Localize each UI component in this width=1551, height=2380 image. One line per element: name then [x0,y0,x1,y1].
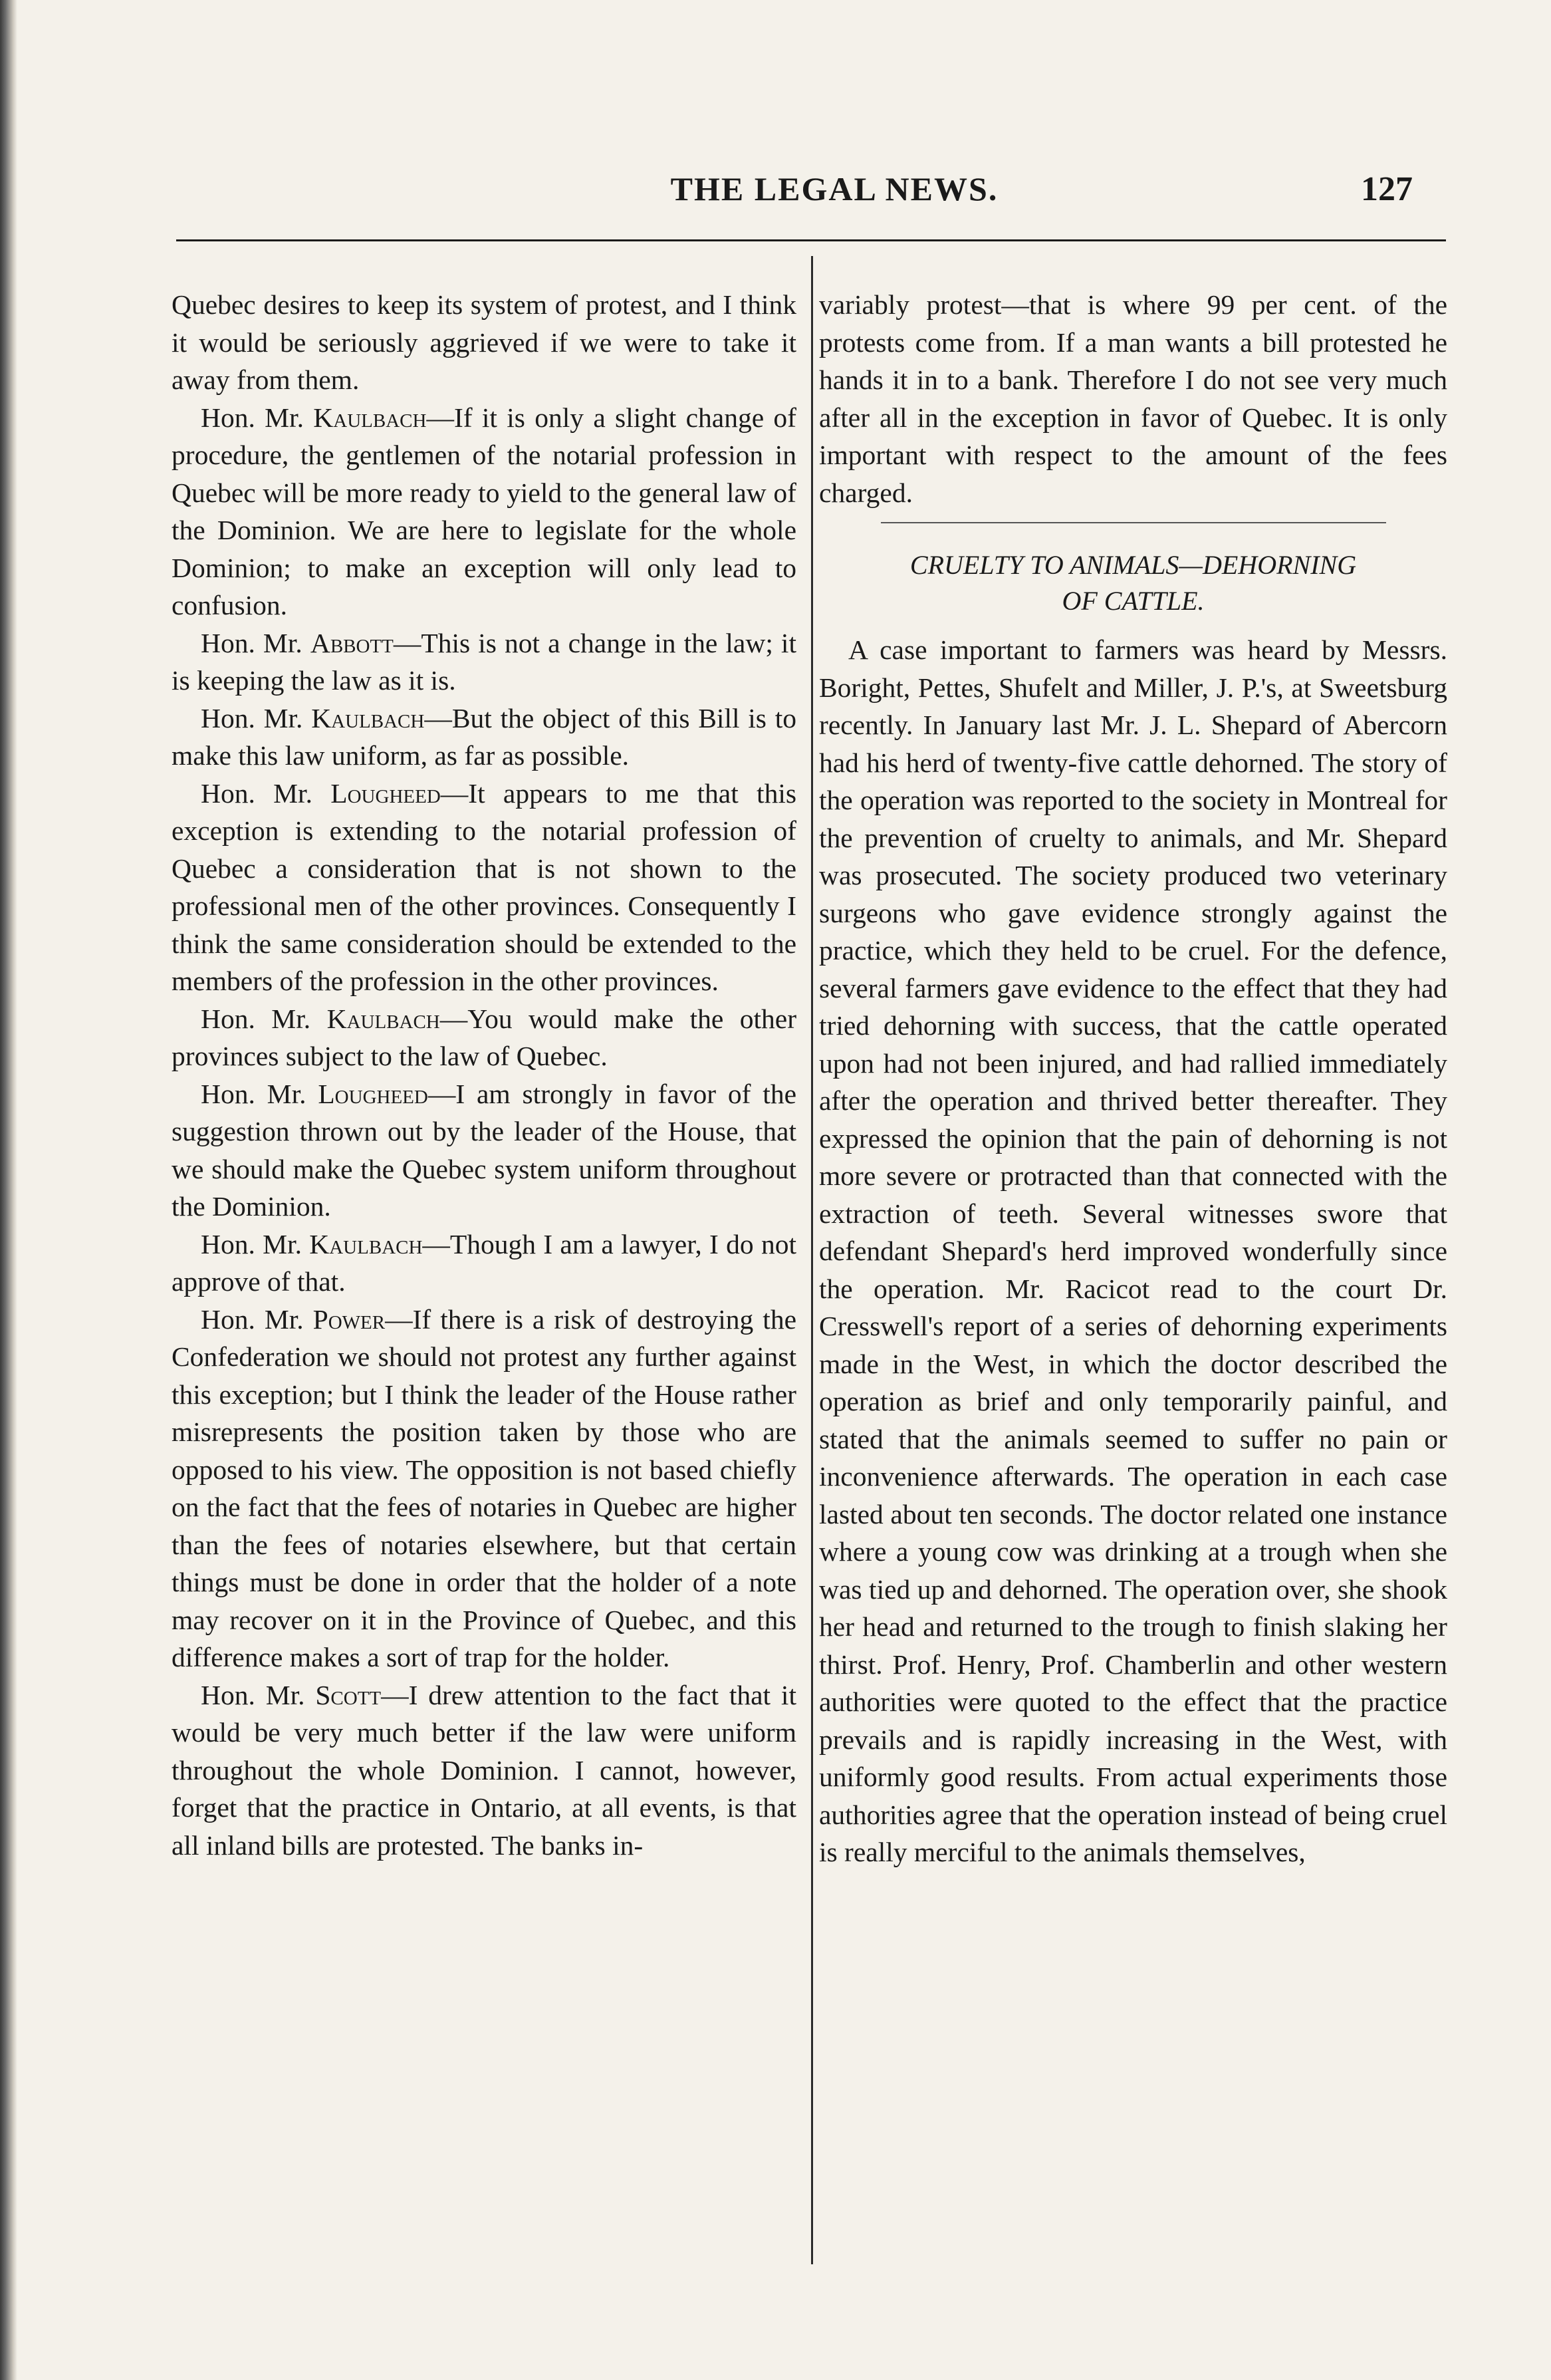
speaker-name: Lougheed [318,1078,428,1109]
page-binding-edge [0,0,17,2380]
speaker-name: Scott [315,1679,382,1710]
speech-text: —If there is a risk of destroying the Confederation we should not protest any further against this exception; but I think the leader of the House rather misrepresents the position taken by those who are opposed to his view. The opposition is not based chiefly on the fact that the fees of notaries in Quebec are higher than the fees of notaries elsewhere, but that certain things must be done in order that the holder of a note may recover on it in the Province of Quebec, and this difference makes a sort of trap for the holder. [172,1303,796,1672]
speech-text: —But the object of this Bill is to make this law uniform, as far as possible. [172,702,796,771]
right-column [819,286,1447,1871]
speech-text: —If it is only a slight change of procedure, the gentlemen of the notarial profession in Quebec will be more ready to yield to the general law of the Dominion. We are here to legislate for the whole Dominion; to make an exception will only lead to confusion. [172,402,796,620]
header-rule [176,239,1446,241]
paragraph: variably protest—that is where 99 per cent. of the protests come from. If a man wants a bill protested he hands it in to a bank. Therefore I do not see very much after all in the exception in favor of Quebec. It is only important with respect to the amount of the fees charged. [819,289,1447,508]
speaker-honorific: Hon. Mr. [201,402,304,433]
speaker-honorific: Hon. Mr. [201,1679,305,1710]
section-heading [819,547,1447,619]
running-head [176,170,1453,223]
column-divider [811,256,813,2264]
page-number: 127 [1361,170,1413,208]
speech-paragraph [172,775,796,1000]
paragraph: Quebec desires to keep its system of protest, and I think it would be seriously aggrieved if we were to take it away from them. [172,289,796,395]
speech-paragraph [172,1301,796,1676]
journal-title: THE LEGAL NEWS. [670,170,999,207]
speaker-honorific: Hon. Mr. [201,1078,306,1109]
speech-paragraph [172,1226,796,1301]
speaker-name: Lougheed [330,777,441,809]
speaker-name: Kaulbach [309,1228,423,1259]
section-heading-line: CRUELTY TO ANIMALS—DEHORNING [909,550,1357,580]
speech-paragraph [172,399,796,624]
speaker-honorific: Hon. Mr. [201,1228,302,1259]
speech-text: —You would make the other provinces subject to the law of Quebec. [172,1003,797,1071]
speaker-name: Kaulbach [311,702,425,733]
speaker-honorific: Hon. Mr. [201,1303,304,1335]
section-heading-line: OF CATTLE. [1062,586,1205,616]
speaker-name: Power [312,1303,386,1335]
speech-text: —It appears to me that this exception is extending to the notarial profession of Quebec a consideration that is not shown to the professional men of the other provinces. Consequently I think the same consideration should be extended to the members of the profession in the other provinces. [172,777,797,996]
speech-text: —I am strongly in favor of the suggestion thrown out by the leader of the House, that we should make the Quebec system uniform throughout the Dominion. [172,1078,796,1222]
speaker-honorific: Hon. Mr. [201,777,312,809]
speech-text: —Though I am a lawyer, I do not approve of that. [172,1228,796,1297]
speech-paragraph [172,1676,796,1865]
speech-paragraph [172,1000,796,1075]
left-column [172,286,796,1864]
speaker-honorific: Hon. Mr. [201,627,302,658]
section-divider [881,522,1386,523]
speech-paragraph [172,624,796,700]
speaker-honorific: Hon. Mr. [201,702,303,733]
speaker-honorific: Hon. Mr. [201,1003,311,1034]
speech-text: —I drew attention to the fact that it would be very much better if the law were uniform throughout the whole Dominion. I cannot, however, forget that the practice in Ontario, at all events, is that all inland bills are protested. The banks in- [172,1679,796,1861]
speaker-name: Kaulbach [313,402,427,433]
speech-text: —This is not a change in the law; it is keeping the law as it is. [172,627,796,696]
speaker-name: Abbott [310,627,394,658]
article-paragraph: A case important to farmers was heard by Messrs. Boright, Pettes, Shufelt and Miller, J. P.'s, at Sweetsburg recently. In January last Mr. J. L. Shepard of Abercorn had his herd of twenty-five cattle dehorned. The story of the operation was reported to the society in Montreal for the prevention of cruelty to animals, and Mr. Shepard was prosecuted. The society produced two veterinary surgeons who gave evidence strongly against the practice, which they held to be cruel. For the defence, several farmers gave evidence to the effect that they had tried dehorning with success, that the cattle operated upon had not been injured, and had rallied immediately after the operation and thrived better thereafter. They expressed the opinion that the pain of dehorning is not more severe or protracted than that connected with the extraction of teeth. Several witnesses swore that defendant Shepard's herd improved wonderfully since the operation. Mr. Racicot read to the court Dr. Cresswell's report of a series of dehorning experiments made in the West, in which the doctor described the operation as brief and only temporarily painful, and stated that the animals seemed to suffer no pain or inconvenience afterwards. The operation in each case lasted about ten seconds. The doctor related one instance where a young cow was drinking at a trough when she was tied up and dehorned. The operation over, she shook her head and returned to the trough to finish slaking her thirst. Prof. Henry, Prof. Chamberlin and other western authorities were quoted to the effect that the practice prevails and is rapidly increasing in the West, with uniformly good results. From actual experiments those authorities agree that the operation instead of being cruel is really merciful to the animals themselves, [819,634,1447,1867]
speech-paragraph [172,700,796,775]
speech-paragraph [172,1075,796,1226]
speaker-name: Kaulbach [326,1003,440,1034]
